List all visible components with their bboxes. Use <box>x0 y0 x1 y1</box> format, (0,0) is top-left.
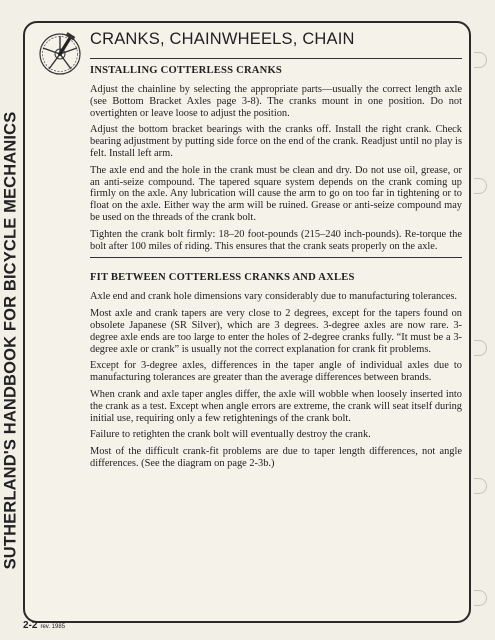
paragraph: Most of the difficult crank-fit problems are due to taper length differences, not angle differences. (See the diagram on page 2-3b.) <box>90 446 462 469</box>
page-number: 2-2 <box>23 620 38 631</box>
binder-hole <box>474 590 487 606</box>
section-heading: FIT BETWEEN COTTERLESS CRANKS AND AXLES <box>90 272 355 284</box>
paragraph: The axle end and the hole in the crank must be clean and dry. Do not use oil, grease, or an anti-seize compound. The tapered square system depends on the crank coming up firmly on the axle. Any lubrication will cause the arm to go on too far in tightening or to float on the axle. Either way the arm will be ruined. Grease or anti-seize compound may be used on the threads of the crank bolt. <box>90 164 462 223</box>
binder-holes <box>469 0 489 640</box>
paragraph: Failure to retighten the crank bolt will eventually destroy the crank. <box>90 429 371 441</box>
title-rule <box>90 58 462 59</box>
paragraph: Tighten the crank bolt firmly: 18–20 foot-pounds (215–240 inch-pounds). Re-torque the bolt after 100 miles of riding. This ensures that the crank seats properly on the axle. <box>90 228 462 252</box>
binder-hole <box>474 52 487 68</box>
page-content <box>90 58 462 475</box>
paragraph: Adjust the chainline by selecting the appropriate parts—usually the correct length axle (see Bottom Bracket Axles page 3-8). The cranks mount in one position. Do not overtighten or leave loose to adjust the position. <box>90 84 462 119</box>
chainwheel-crank-icon <box>36 30 84 78</box>
paragraph: Adjust the bottom bracket bearings with the cranks off. Install the right crank. Check bearing adjustment by putting side force on the end of the crank. Readjust until no play is felt. Install left arm. <box>90 124 462 159</box>
paragraph: Most axle and crank tapers are very close to 2 degrees, except for the tapers found on obsolete Japanese (SR Silver), which are 3 degrees. 3-degree axles are now rare. 3-degree axle ends are too large to enter the holes of 2-degree cranks fully. “It must be a 3-degree axle or crank” is usually not the correct explanation for crank fit problems. <box>90 308 462 355</box>
book-title: SUTHERLAND'S HANDBOOK FOR BICYCLE MECHANICS <box>1 111 20 569</box>
paragraph: Except for 3-degree axles, differences in the taper angle of individual axles due to manufacturing tolerances are greater than the average differences between brands. <box>90 360 462 384</box>
binder-hole <box>474 340 487 356</box>
binder-hole <box>474 178 487 194</box>
book-title-spine <box>0 80 22 600</box>
page-footer <box>23 620 65 631</box>
paragraph: When crank and axle taper angles differ, the axle will wobble when loosely inserted into the crank as a test. Except when angle errors are extreme, the crank will seat itself during initial use, requiring only a few retightenings of the crank bolt. <box>90 388 462 424</box>
chapter-title: CRANKS, CHAINWHEELS, CHAIN <box>90 30 355 48</box>
section-heading: INSTALLING COTTERLESS CRANKS <box>90 65 283 76</box>
binder-hole <box>474 478 487 494</box>
section-rule <box>90 257 462 258</box>
revision-note: rev. 1985 <box>40 624 66 630</box>
paragraph: Axle end and crank hole dimensions vary considerably due to manufacturing tolerances. <box>90 291 458 303</box>
